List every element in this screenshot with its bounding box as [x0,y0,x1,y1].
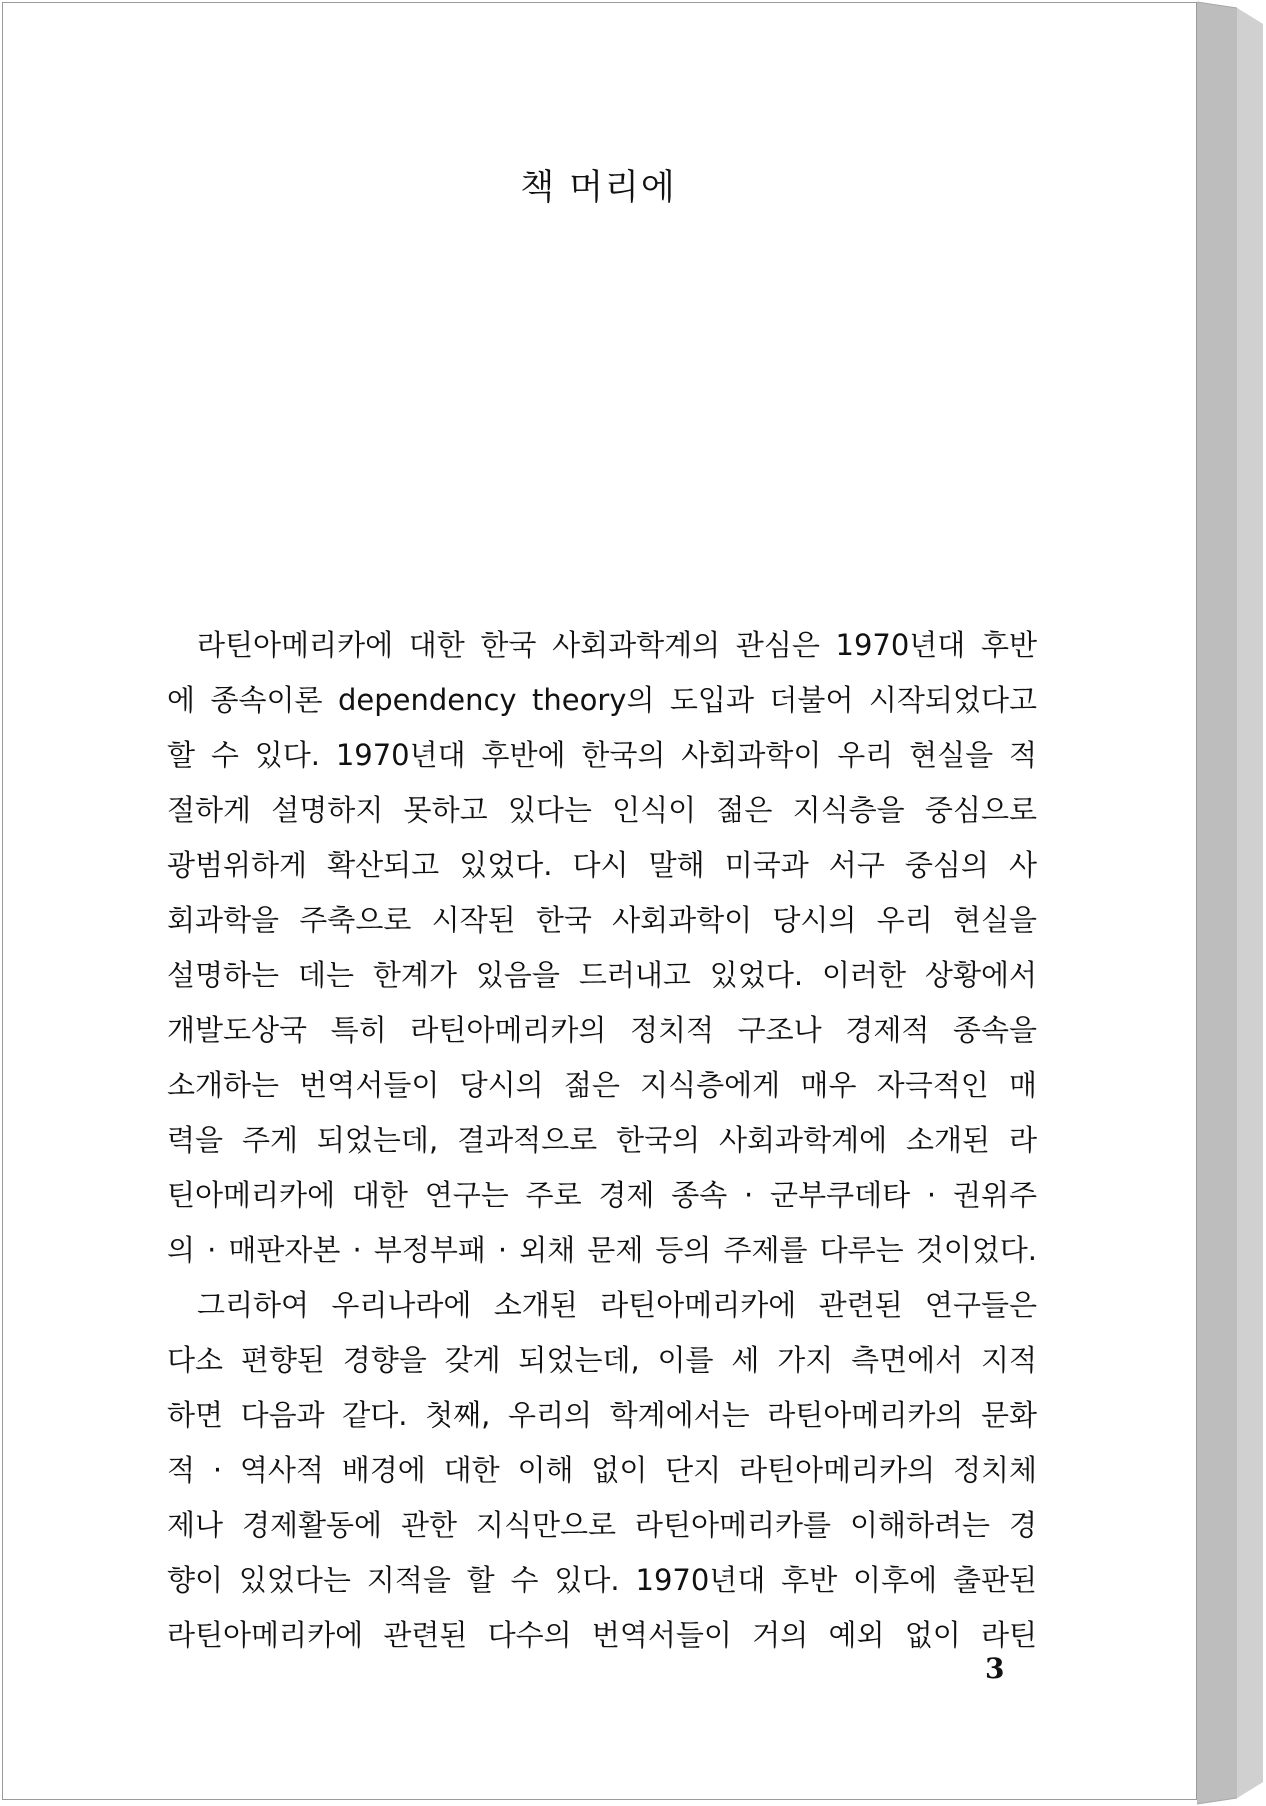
text-line: 다소 편향된 경향을 갖게 되었는데, 이를 세 가지 측면에서 지적 [167,1343,1037,1377]
page-edge-shadow [1197,0,1266,1806]
body-text [167,618,1037,1663]
text-line: 라틴아메리카에 대한 한국 사회과학계의 관심은 1970년대 후반 [197,628,1037,662]
text-line: 할 수 있다. 1970년대 후반에 한국의 사회과학이 우리 현실을 적 [167,738,1037,772]
text-line: 적 · 역사적 배경에 대한 이해 없이 단지 라틴아메리카의 정치체 [167,1453,1037,1487]
text-line: 제나 경제활동에 관한 지식만으로 라틴아메리카를 이해하려는 경 [167,1508,1037,1542]
paragraph-2 [167,1278,1037,1663]
text-line: 소개하는 번역서들이 당시의 젊은 지식층에게 매우 자극적인 매 [167,1068,1037,1102]
text-line: 절하게 설명하지 못하고 있다는 인식이 젊은 지식층을 중심으로 [167,793,1037,827]
text-line: 그리하여 우리나라에 소개된 라틴아메리카에 관련된 연구들은 [197,1288,1037,1322]
text-line: 의 · 매판자본 · 부정부패 · 외채 문제 등의 주제를 다루는 것이었다. [167,1233,1037,1267]
text-line: 하면 다음과 같다. 첫째, 우리의 학계에서는 라틴아메리카의 문화 [167,1398,1037,1432]
text-line: 설명하는 데는 한계가 있음을 드러내고 있었다. 이러한 상황에서 [167,958,1037,992]
text-line: 광범위하게 확산되고 있었다. 다시 말해 미국과 서구 중심의 사 [167,848,1037,882]
page-title: 책 머리에 [520,168,677,208]
text-line: 개발도상국 특히 라틴아메리카의 정치적 구조나 경제적 종속을 [167,1013,1037,1047]
page-number: 3 [985,1652,1005,1685]
text-line: 력을 주게 되었는데, 결과적으로 한국의 사회과학계에 소개된 라 [167,1123,1037,1157]
text-line: 틴아메리카에 대한 연구는 주로 경제 종속 · 군부쿠데타 · 권위주 [167,1178,1037,1212]
text-line: 에 종속이론 dependency theory의 도입과 더불어 시작되었다고 [167,683,1037,717]
paragraph-1 [167,618,1037,1278]
text-line: 향이 있었다는 지적을 할 수 있다. 1970년대 후반 이후에 출판된 [167,1563,1037,1597]
text-line: 라틴아메리카에 관련된 다수의 번역서들이 거의 예외 없이 라틴 [167,1618,1037,1652]
text-line: 회과학을 주축으로 시작된 한국 사회과학이 당시의 우리 현실을 [167,903,1037,937]
